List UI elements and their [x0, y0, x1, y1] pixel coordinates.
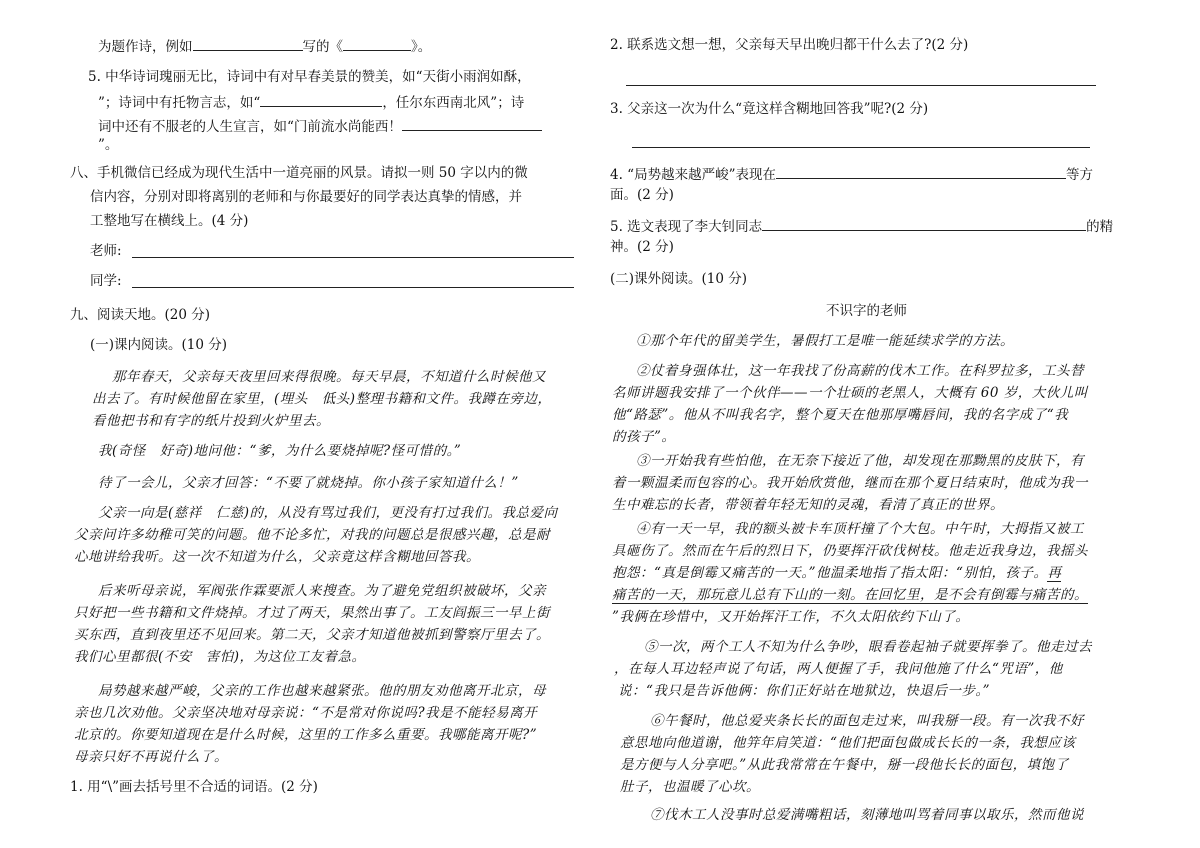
teacher-answer-line[interactable]: [132, 256, 574, 258]
q5-tail: 神。(2 分): [610, 239, 674, 255]
paragraph-line: ④有一天一早，我的额头被卡车顶杆撞了个大包。中午时，大拇指又被工: [636, 521, 1084, 537]
text: ，任尔东西南北风”；诗: [382, 95, 525, 111]
q5-line: [610, 216, 1113, 236]
paragraph-line: [612, 564, 1061, 582]
q5-line2: [98, 92, 524, 112]
paragraph-line: 局势越来越严峻，父亲的工作也越来越紧张。他的朋友劝他离开北京，母: [98, 683, 546, 699]
s8-line3: 工整地写在横线上。(4 分): [90, 213, 249, 229]
paragraph-line: ③一开始我有些怕他，在无奈下接近了他，却发现在那黝黑的皮肤下，有: [636, 453, 1084, 469]
q4-tail: 面。(2 分): [610, 187, 674, 203]
text: 4. “局势越来越严峻”表现在: [610, 167, 776, 183]
s8-line1: 八、手机微信已经成为现代生活中一道亮丽的风景。请拟一则 50 字以内的微: [70, 165, 528, 181]
q1-prompt: 1. 用“\”画去括号里不合适的词语。(2 分): [70, 779, 318, 795]
text: 的精: [1086, 219, 1114, 235]
text: 词中还有不服老的人生宣言，如“门前流水尚能西！: [98, 119, 402, 135]
paragraph-line: 父亲问许多幼稚可笑的问题。他不论多忙，对我的问题总是很感兴趣，总是耐: [74, 527, 550, 543]
sub2-heading: (二)课外阅读。(10 分): [610, 271, 748, 287]
text: 为题作诗，例如: [98, 39, 193, 55]
q3-answer-line[interactable]: [632, 146, 1090, 148]
paragraph-line: 具砸伤了。然而在午后的烈日下，仍要挥汗砍伐树枝。他走近我身边，我摇头: [612, 543, 1088, 559]
paragraph-line: 出去了。有时候他留在家里，(埋头 低头)整理书籍和文件。我蹲在旁边，: [92, 391, 552, 407]
classmate-label: 同学:: [90, 273, 122, 289]
paragraph-line: 看他把书和有字的纸片投到火炉里去。: [92, 413, 330, 429]
paragraph-line: ⑦伐木工人没事时总爱满嘴粗话，刻薄地叫骂着同事以取乐，然而他说: [650, 807, 1084, 823]
text: 5. 选文表现了李大钊同志: [610, 219, 763, 235]
text: 等方: [1065, 167, 1093, 183]
paragraph-line: ②仗着身强体壮，这一年我找了份高薪的伐木工作。在科罗拉多，工头替: [636, 363, 1084, 379]
paragraph-line: 他“路瑟”。他从不叫我名字，整个夏天在他那厚嘴唇间，我的名字成了“我: [612, 407, 1069, 423]
paragraph-line: 意思地向他道谢，他笄年肩笑道：“他们把面包做成长长的一条，我想应该: [620, 735, 1076, 751]
q5-line3: [98, 116, 542, 136]
paragraph-line: ”我俩在珍惜中，又开始挥汗工作，不久太阳依约下山了。: [612, 609, 970, 625]
paragraph-line: ①那个年代的留美学生，暑假打工是唯一能延续求学的方法。: [636, 333, 1014, 349]
underlined-text: 再: [1047, 565, 1062, 581]
paragraph-line: 后来听母亲说，军阀张作霖要派人来搜查。为了避免党组织被破坏，父亲: [98, 583, 546, 599]
text: 抱怨：“真是倒霉又痛苦的一天。”他温柔地指了指太阳：“别怕，孩子。: [612, 565, 1048, 581]
answer-blank[interactable]: [343, 36, 411, 51]
paragraph-line: ，在每人耳边轻声说了句话，两人便握了手，我问他施了什么“咒语”，他: [614, 661, 1063, 677]
paragraph-line: 待了一会儿，父亲才回答：“不要了就烧掉。你小孩子家知道什么！”: [98, 475, 519, 491]
paragraph-line: 那年春天，父亲每天夜里回来得很晚。每天早晨，不知道什么时候他又: [112, 369, 546, 385]
text: 》。: [411, 39, 432, 55]
q5-line4: ”。: [98, 137, 119, 153]
answer-blank[interactable]: [762, 216, 1086, 231]
q3-prompt: 3. 父亲这一次为什么“竟这样含糊地回答我”呢?(2 分): [610, 101, 929, 117]
q4-tail-line: [98, 36, 431, 56]
paragraph-line: 生中难忘的长者，带领着年轻无知的灵魂，看清了真正的世界。: [612, 497, 1004, 513]
q5-line1: 5. 中华诗词瑰丽无比，诗词中有对早春美景的赞美，如“天街小雨润如酥，: [88, 69, 531, 85]
text: ”；诗词中有托物言志，如“: [98, 95, 261, 111]
s8-line2: 信内容，分别对即将离别的老师和与你最要好的同学表达真挚的情感，并: [90, 189, 522, 205]
paragraph-line: 买东西，直到夜里还不见回来。第二天，父亲才知道他被抓到警察厅里去了。: [74, 627, 550, 643]
paragraph-line: 名师讲题我安排了一个伙伴——一个壮硕的老黑人，大概有 60 岁，大伙儿叫: [612, 385, 1088, 401]
answer-blank[interactable]: [402, 116, 542, 131]
paragraph-line: 我们心里都很(不安 害怕)，为这位工友着急。: [74, 649, 366, 665]
paragraph-line: 是方便与人分享吧。”从此我常常在午餐中，掰一段他长长的面包，填饱了: [620, 757, 1069, 773]
paragraph-line: 肚子，也温暖了心坎。: [620, 779, 760, 795]
paragraph-line: 着一颗温柔而包容的心。我开始欣赏他，继而在那个夏日结束时，他成为我一: [612, 475, 1088, 491]
paragraph-line: 亲也几次劝他。父亲坚决地对母亲说：“不是常对你说吗?我是不能轻易离开: [74, 705, 538, 721]
text: 写的《: [302, 39, 343, 55]
passage-title: 不识字的老师: [826, 303, 907, 319]
answer-blank[interactable]: [260, 92, 382, 107]
q2-answer-line[interactable]: [626, 84, 1096, 86]
underlined-text: 痛苦的一天，那玩意儿总有下山的一刻。在回忆里，是不会有倒霉与痛苦的。: [612, 587, 1088, 603]
paragraph-line: 说：“我只是告诉他俩：你们正好站在地狱边，快退后一步。”: [618, 683, 991, 699]
paragraph-line: 北京的。你要知道现在是什么时候，这里的工作多么重要。我哪能离开呢?”: [74, 727, 538, 743]
paragraph-line: 父亲一向是(慈祥 仁慈)的，从没有骂过我们，更没有打过我们。我总爱向: [98, 505, 558, 521]
answer-blank[interactable]: [776, 164, 1066, 179]
classmate-answer-line[interactable]: [132, 286, 574, 288]
teacher-label: 老师:: [90, 243, 122, 259]
s9-heading: 九、阅读天地。(20 分): [70, 307, 211, 323]
paragraph-line: ⑥午餐时，他总爱夹条长长的面包走过来，叫我掰一段。有一次我不好: [650, 713, 1084, 729]
paragraph-line: ⑤一次，两个工人不知为什么争吵，眼看卷起袖子就要挥拳了。他走过去: [644, 639, 1092, 655]
s9-sub1: (一)课内阅读。(10 分): [90, 337, 228, 353]
answer-blank[interactable]: [193, 36, 303, 51]
paragraph-line: 心地讲给我听。这一次不知道为什么，父亲竟这样含糊地回答我。: [74, 549, 480, 565]
paragraph-line: 母亲只好不再说什么了。: [74, 749, 228, 765]
q4-line: [610, 164, 1093, 184]
paragraph-line: 只好把一些书籍和文件烧掉。才过了两天，果然出事了。工友阎振三一早上街: [74, 605, 550, 621]
paragraph-line: 的孩子”。: [612, 429, 676, 445]
paragraph-line: [612, 586, 1088, 604]
q2-prompt: 2. 联系选文想一想，父亲每天早出晚归都干什么去了?(2 分): [610, 37, 969, 53]
paragraph-line: 我(奇怪 好奇)地问他：“爹，为什么要烧掉呢?怪可惜的。”: [98, 443, 462, 459]
